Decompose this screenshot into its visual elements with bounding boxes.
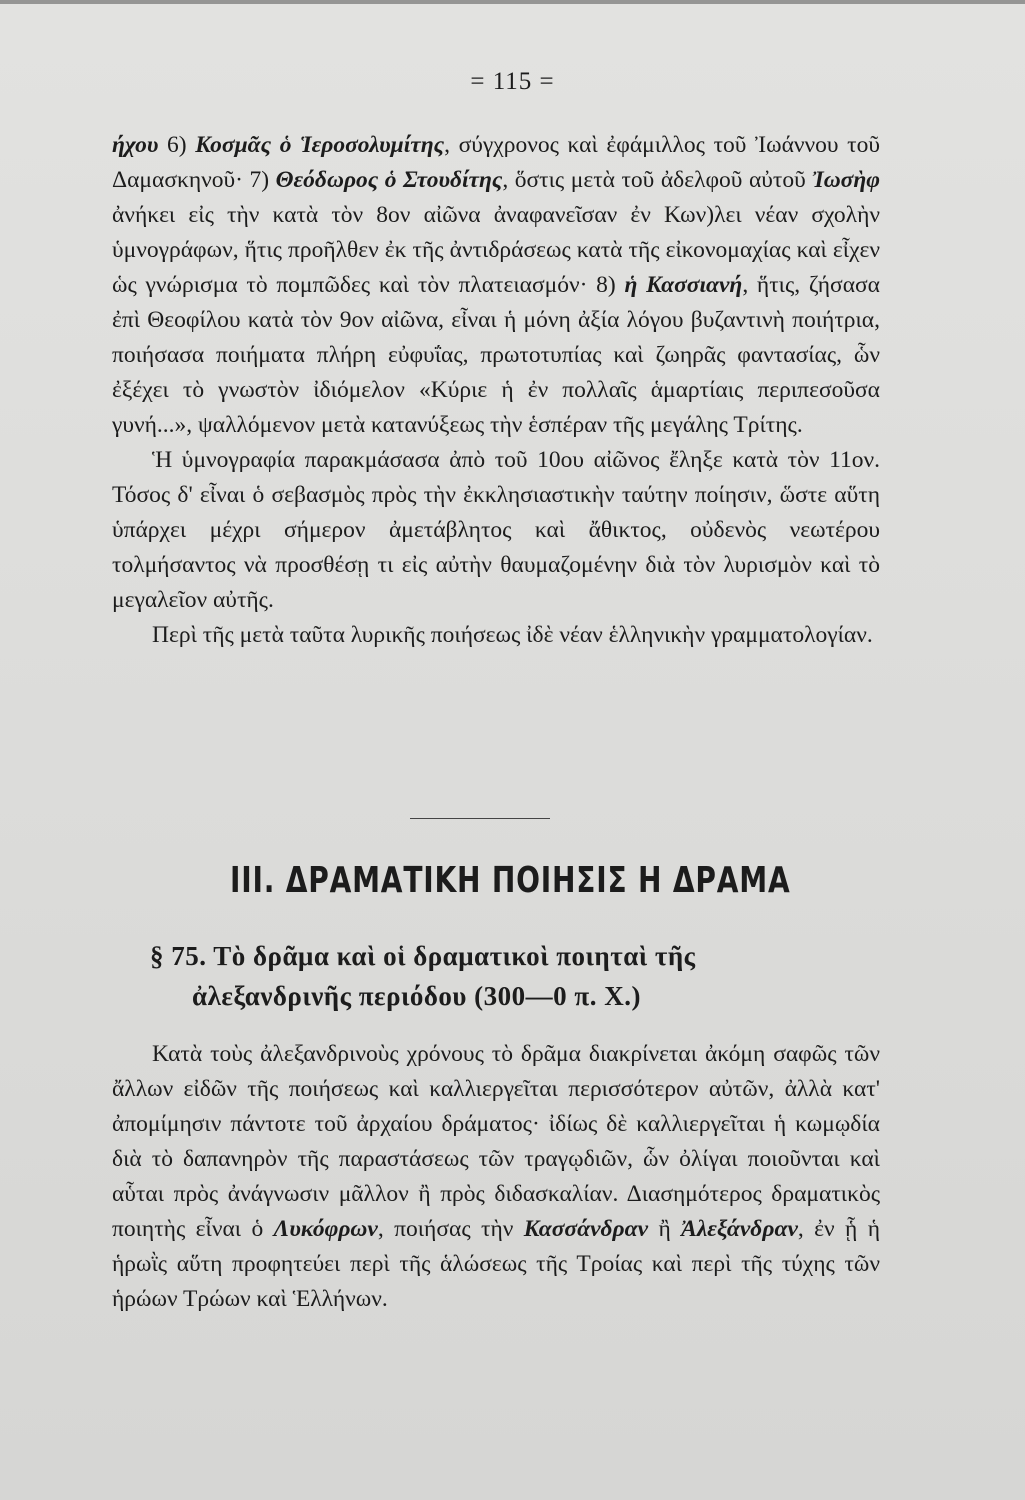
title-alexandra: Ἀλεξάνδραν	[681, 1216, 798, 1242]
text-span: , ἐν ᾗ ἡ ἡρωῒς αὕτη προφητεύει περὶ τῆς ἁλώσεως τῆς Τροίας καὶ περὶ τῆς τύχης τῶν ἡρώων Τρώων καὶ Ἑλλήνων.	[112, 1216, 881, 1312]
upper-text-block	[112, 128, 880, 653]
text-span: , σύγχρονος καὶ ἐφάμιλλος τοῦ Ἰωάννου τοῦ Δαμασκηνοῦ· 7)	[112, 132, 880, 193]
text-span: Κατὰ τοὺς ἀλεξανδρινοὺς χρόνους τὸ δρᾶμα διακρίνεται ἀκόμη σαφῶς τῶν ἄλλων εἰδῶν τῆς ποιήσεως καὶ καλλιεργεῖται περισσότερον αὐτῶν, ἀλλὰ κατ' ἀπομίμησιν πάντοτε τοῦ ἀρχαίου δράματος· ἰδίως δὲ καλλιεργεῖται ἡ κωμῳδία διὰ τὸ δαπανηρὸν τῆς παραστάσεως τῶν τραγῳδιῶν, ὧν ὀλίγαι ποιοῦνται καὶ αὗται πρὸς ἀνάγνωσιν μᾶλλον ἢ πρὸς διδασκαλίαν. Διασημότερος δραματικὸς ποιητὴς εἶναι ὁ	[112, 1041, 880, 1242]
hymnography-paragraph: Ἡ ὑμνογραφία παρακμάσασα ἀπὸ τοῦ 10ου αἰῶνος ἔληξε κατὰ τὸν 11ον. Τόσος δ' εἶναι ὁ σεβασμὸς πρὸς τὴν ἐκκλησιαστικὴν ταύτην ποίησιν, ὥστε αὕτη ὑπάρχει μέχρι σήμερον ἀμετάβλητος καὶ ἄθικτος, οὐδενὸς νεωτέρου τολμήσαντος νὰ προσθέσῃ τι εἰς αὐτὴν θαυμαζομένην διὰ τὸν λυρισμὸν καὶ τὸ μεγαλεῖον αὐτῆς.	[112, 447, 880, 613]
text-span: ἀνήκει εἰς τὴν κατὰ τὸν 8ον αἰῶνα ἀναφανεῖσαν ἐν Κων)λει νέαν σχολὴν ὑμνογράφων, ἥτις προῆλθεν ἐκ τῆς ἀντιδράσεως κατὰ τῆς εἰκονομαχίας καὶ εἶχεν ὡς γνώρισμα τὸ πομπῶδες καὶ τὸν πλατειασμόν· 8)	[112, 202, 880, 298]
title-kassandra: Κασσάνδραν	[523, 1216, 649, 1242]
reference-paragraph: Περὶ τῆς μετὰ ταῦτα λυρικῆς ποιήσεως ἰδὲ νέαν ἑλληνικὴν γραμματολογίαν.	[152, 622, 873, 648]
name-kassiani: ἡ Κασσιανή	[624, 272, 743, 298]
name-lykophron: Λυκόφρων	[273, 1216, 378, 1242]
name-theodoros: Θεόδωρος ὁ Στουδίτης	[275, 167, 503, 193]
section-heading	[150, 936, 890, 1016]
text-span: ήχου	[112, 132, 159, 158]
page-number: = 115 =	[470, 68, 555, 95]
text-span: , ποιήσας τὴν	[377, 1216, 524, 1242]
name-kosmas: Κοσμᾶς ὁ Ἱεροσολυμίτης	[195, 132, 445, 158]
chapter-title: III. ΔΡΑΜΑΤΙΚΗ ΠΟΙΗΣΙΣ Η ΔΡΑΜΑ	[230, 860, 791, 901]
text-span: , ὅστις μετὰ τοῦ ἀδελφοῦ αὐτοῦ	[502, 167, 813, 193]
section-heading-line-2: ἀλεξανδρινῆς περιόδου (300—0 π. Χ.)	[192, 981, 641, 1011]
text-span: ἢ	[648, 1216, 682, 1242]
section-divider	[410, 818, 550, 819]
section-heading-line-1: § 75. Τὸ δρᾶμα καὶ οἱ δραματικοὶ ποιηταὶ τῆς	[150, 941, 696, 971]
text-span: 6)	[158, 132, 196, 158]
continuation-paragraph	[112, 128, 880, 443]
name-iosif: Ἰωσὴφ	[812, 167, 880, 193]
lower-text-block	[112, 1037, 880, 1317]
page-top-edge	[0, 0, 1025, 4]
text-span: , ἥτις, ζήσασα ἐπὶ Θεοφίλου κατὰ τὸν 9ον αἰῶνα, εἶναι ἡ μόνη ἀξία λόγου βυζαντινὴ ποιήτρια, ποιήσασα ποιήματα πλήρη εὐφυΐας, πρωτοτυπίας καὶ ζωηρᾶς φαντασίας, ὧν ἐξέχει τὸ γνωστὸν ἰδιόμελον «Κύριε ἡ ἐν πολλαῖς ἁμαρτίαις περιπεσοῦσα γυνή...», ψαλλόμενον μετὰ κατανύξεως τὴν ἑσπέραν τῆς μεγάλης Τρίτης.	[112, 272, 880, 438]
drama-paragraph	[112, 1037, 880, 1317]
